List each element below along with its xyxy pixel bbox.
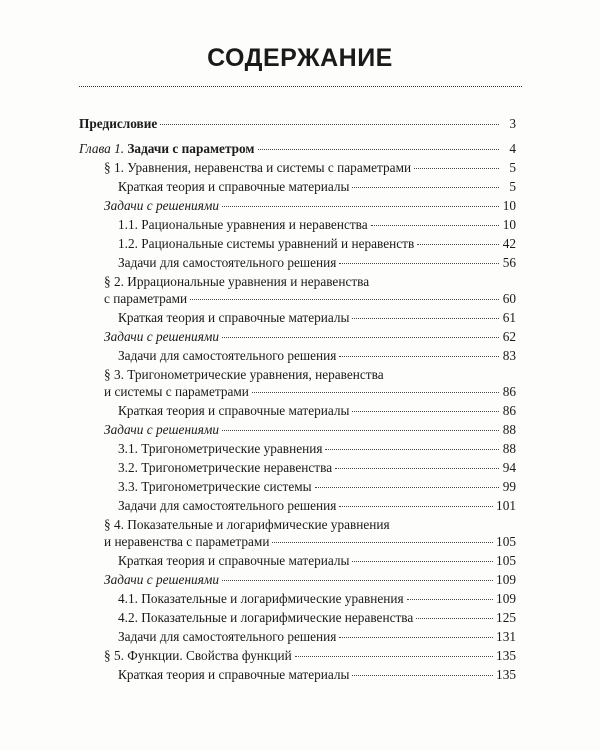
page-number: 105	[496, 534, 516, 549]
page-number: 10	[502, 217, 516, 232]
page-number: 60	[502, 291, 516, 306]
page-number: 109	[496, 572, 516, 587]
page-title: СОДЕРЖАНИЕ	[207, 44, 393, 72]
page-number: 56	[502, 255, 516, 270]
page-number: 88	[502, 422, 516, 437]
page-number: 61	[502, 310, 516, 325]
page-number: 5	[509, 179, 516, 194]
page-number: 10	[502, 198, 516, 213]
page-number: 105	[496, 553, 516, 568]
page-number: 99	[502, 479, 516, 494]
page-number: 86	[502, 384, 516, 399]
chapter-prefix: Глава 1.	[79, 141, 125, 156]
page-number: 5	[509, 160, 516, 175]
page-number: 62	[502, 329, 516, 344]
page-number: 83	[502, 348, 516, 363]
page-number: 109	[496, 591, 516, 606]
page-number: 4	[509, 141, 516, 156]
page-number: 131	[496, 629, 516, 644]
page-number: 42	[502, 236, 516, 251]
page-number: 101	[496, 498, 516, 513]
page-number: 94	[502, 460, 516, 475]
page-number: 3	[509, 116, 516, 131]
page-number: 125	[496, 610, 516, 625]
page-number: 88	[502, 441, 516, 456]
page-number: 86	[502, 403, 516, 418]
title-dotted-rule	[79, 86, 522, 87]
toc-page: СОДЕРЖАНИЕ Предисловие 3 Глава 1. Задачи с параметром 4 § 1. Уравнения, неравенства и системы с параметрами 5 Краткая теория и справочные материалы 5 Задачи с решениями 10 1.1. Рациональные уравнения и неравенства 10 1.2. Рациональные системы уравнений и неравенств 42 Задачи для самостоятельного решения 56 § 2. Иррациональные уравнения и неравенства с параметрами 60 Краткая теория и справочные материалы 61 Задачи с решениями 62 Задачи для самостоятельного решения 83 § 3. Тригонометрические уравнения, неравенства и системы с параметрами 86 Краткая теория и справочные материалы 86 Задачи с решениями 88 3.1. Тригонометрические уравнения 88 3.2. Тригонометрические неравенства 94 3.3. Тригонометрические системы 99 Задачи для самостоятельного решения 101 § 4. Показательные и логарифмические уравнения и неравенства с параметрами 105 Краткая теория и справочные материалы 105 Задачи с решениями 109 4.1. Показательные и логарифмические уравнения 109 4.2. Показательные и логарифмические неравенства 125 Задачи для самостоятельного решения 131 § 5. Функции. Свойства функций 135 Краткая теория и справочные материалы 135	[0, 0, 600, 750]
page-number: 135	[496, 667, 516, 682]
page-number: 135	[496, 648, 516, 663]
